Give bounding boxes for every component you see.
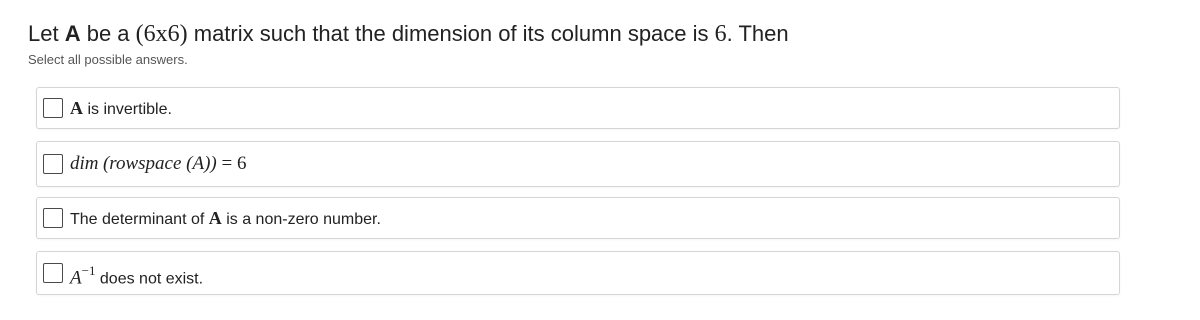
- option-2-argument: (rowspace (A)): [102, 153, 217, 174]
- option-2-equals: =: [216, 153, 237, 174]
- question-dims: (6x6): [135, 21, 188, 47]
- question-prefix: Let: [28, 21, 65, 46]
- question-mid-2: matrix such that the dimension of its column space is: [187, 21, 715, 46]
- option-1-matrix-symbol: A: [70, 98, 83, 118]
- question-suffix: . Then: [726, 21, 789, 46]
- option-4-matrix-base: A: [70, 267, 82, 289]
- option-2-checkbox[interactable]: [43, 154, 63, 174]
- option-2-function: dim: [70, 153, 99, 174]
- option-1-text: is invertible.: [83, 101, 172, 118]
- answer-option-3[interactable]: [36, 197, 1120, 239]
- answer-option-1[interactable]: [36, 87, 1120, 129]
- option-4-text: does not exist.: [95, 270, 204, 288]
- option-3-text-pre: The determinant of: [70, 211, 209, 228]
- option-4-label: [70, 252, 203, 294]
- option-3-matrix-symbol: A: [208, 208, 222, 228]
- question-mid-1: be a: [80, 21, 136, 46]
- question-text: [28, 18, 789, 50]
- option-1-checkbox[interactable]: [43, 98, 63, 118]
- option-1-label: [70, 88, 172, 128]
- option-3-text-post: is a non-zero number.: [221, 211, 381, 228]
- answer-option-2[interactable]: [36, 141, 1120, 187]
- answer-option-4[interactable]: [36, 251, 1120, 295]
- option-2-value: 6: [236, 153, 247, 174]
- option-3-checkbox[interactable]: [43, 208, 63, 228]
- option-2-label: [70, 142, 246, 186]
- option-4-checkbox[interactable]: [43, 263, 63, 283]
- question-value: 6: [714, 21, 727, 47]
- option-3-label: [70, 198, 381, 238]
- question-matrix-symbol: A: [64, 21, 81, 46]
- select-all-hint: Select all possible answers.: [28, 52, 188, 67]
- option-4-exponent: −1: [81, 263, 96, 278]
